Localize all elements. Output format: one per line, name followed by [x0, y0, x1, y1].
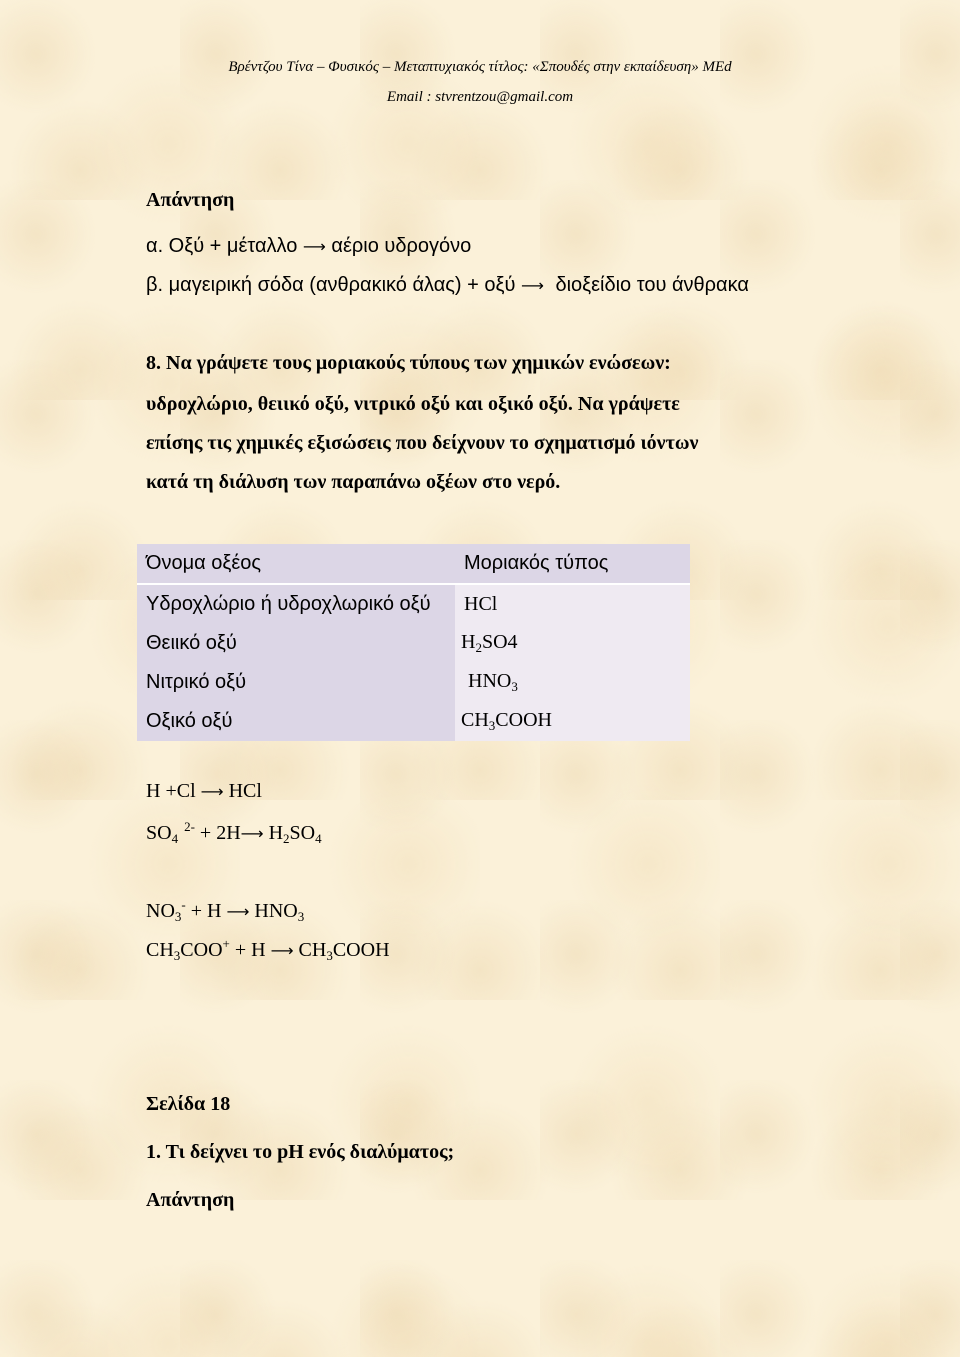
acid-name-cell: Θειικό οξύ: [137, 624, 455, 663]
question-8-line-1: 8. Να γράψετε τους μοριακούς τύπους των χημικών ενώσεων:: [146, 352, 671, 374]
formula-cell: $CH_3COOH$: [455, 702, 690, 741]
formula-cell: HCl: [455, 584, 690, 624]
right-arrow-icon: ⟶: [226, 902, 250, 921]
formula-cell: $H_2SO4$: [455, 624, 690, 663]
acid-formula-table: [137, 544, 690, 741]
answer-line-a: [146, 235, 471, 258]
column-header-formula: Μοριακός τύπος: [455, 544, 690, 584]
question-8-line-2: υδροχλώριο, θειικό οξύ, νιτρικό οξύ και οξικό οξύ. Να γράψετε: [146, 393, 680, 415]
equation-hno3: $NO_3^- + H$ ⟶ $HNO_3$: [146, 897, 305, 924]
answer-heading-2: Απάντηση: [146, 1189, 235, 1211]
right-arrow-icon: ⟶: [200, 782, 224, 801]
header-author-line: Βρέντζου Τίνα – Φυσικός – Μεταπτυχιακός τίτλος: «Σπουδές στην εκπαίδευση» MEd: [228, 59, 732, 75]
acid-name-cell: Υδροχλώριο ή υδροχλωρικό οξύ: [137, 584, 455, 624]
question-8-line-4: κατά τη διάλυση των παραπάνω οξέων στο νερό.: [146, 471, 561, 493]
answer-b-right: διοξείδιο του άνθρακα: [555, 274, 749, 296]
answer-heading: Απάντηση: [146, 189, 235, 211]
question-1: 1. Τι δείχνει το pH ενός διαλύματος;: [146, 1141, 455, 1163]
page-reference: Σελίδα 18: [146, 1093, 231, 1115]
table-row: [137, 702, 690, 741]
equation-h2so4: $SO_4^{2-}$ + 2H⟶ $H_2SO_4$: [146, 819, 322, 846]
table-row: [137, 624, 690, 663]
formula-cell: $HNO_3$: [455, 663, 690, 702]
answer-a-right: αέριο υδρογόνο: [331, 235, 472, 257]
column-header-acid-name: Όνομα οξέος: [137, 544, 455, 584]
question-8-line-3: επίσης τις χημικές εξισώσεις που δείχνουν το σχηματισμό ιόντων: [146, 432, 699, 454]
right-arrow-icon: ⟶: [270, 941, 294, 960]
header-email-line: Email : stvrentzou@gmail.com: [386, 89, 574, 105]
table-header-row: [137, 544, 690, 584]
right-arrow-icon: ⟶: [302, 237, 326, 256]
right-arrow-icon: ⟶: [240, 824, 264, 843]
acid-name-cell: Νιτρικό οξύ: [137, 663, 455, 702]
table-row: [137, 584, 690, 624]
acid-name-cell: Οξικό οξύ: [137, 702, 455, 741]
answer-b-left: β. μαγειρική σόδα (ανθρακικό άλας) + οξύ: [146, 274, 516, 296]
answer-a-left: α. Οξύ + μέταλλο: [146, 235, 298, 257]
table-row: [137, 663, 690, 702]
right-arrow-icon: ⟶: [520, 276, 544, 295]
answer-line-b: [146, 274, 749, 297]
equation-ch3cooh: $CH_3COO^+ + H$ ⟶ $CH_3COOH$: [146, 936, 390, 963]
equation-hcl: H +Cl ⟶ HCl: [146, 780, 262, 802]
